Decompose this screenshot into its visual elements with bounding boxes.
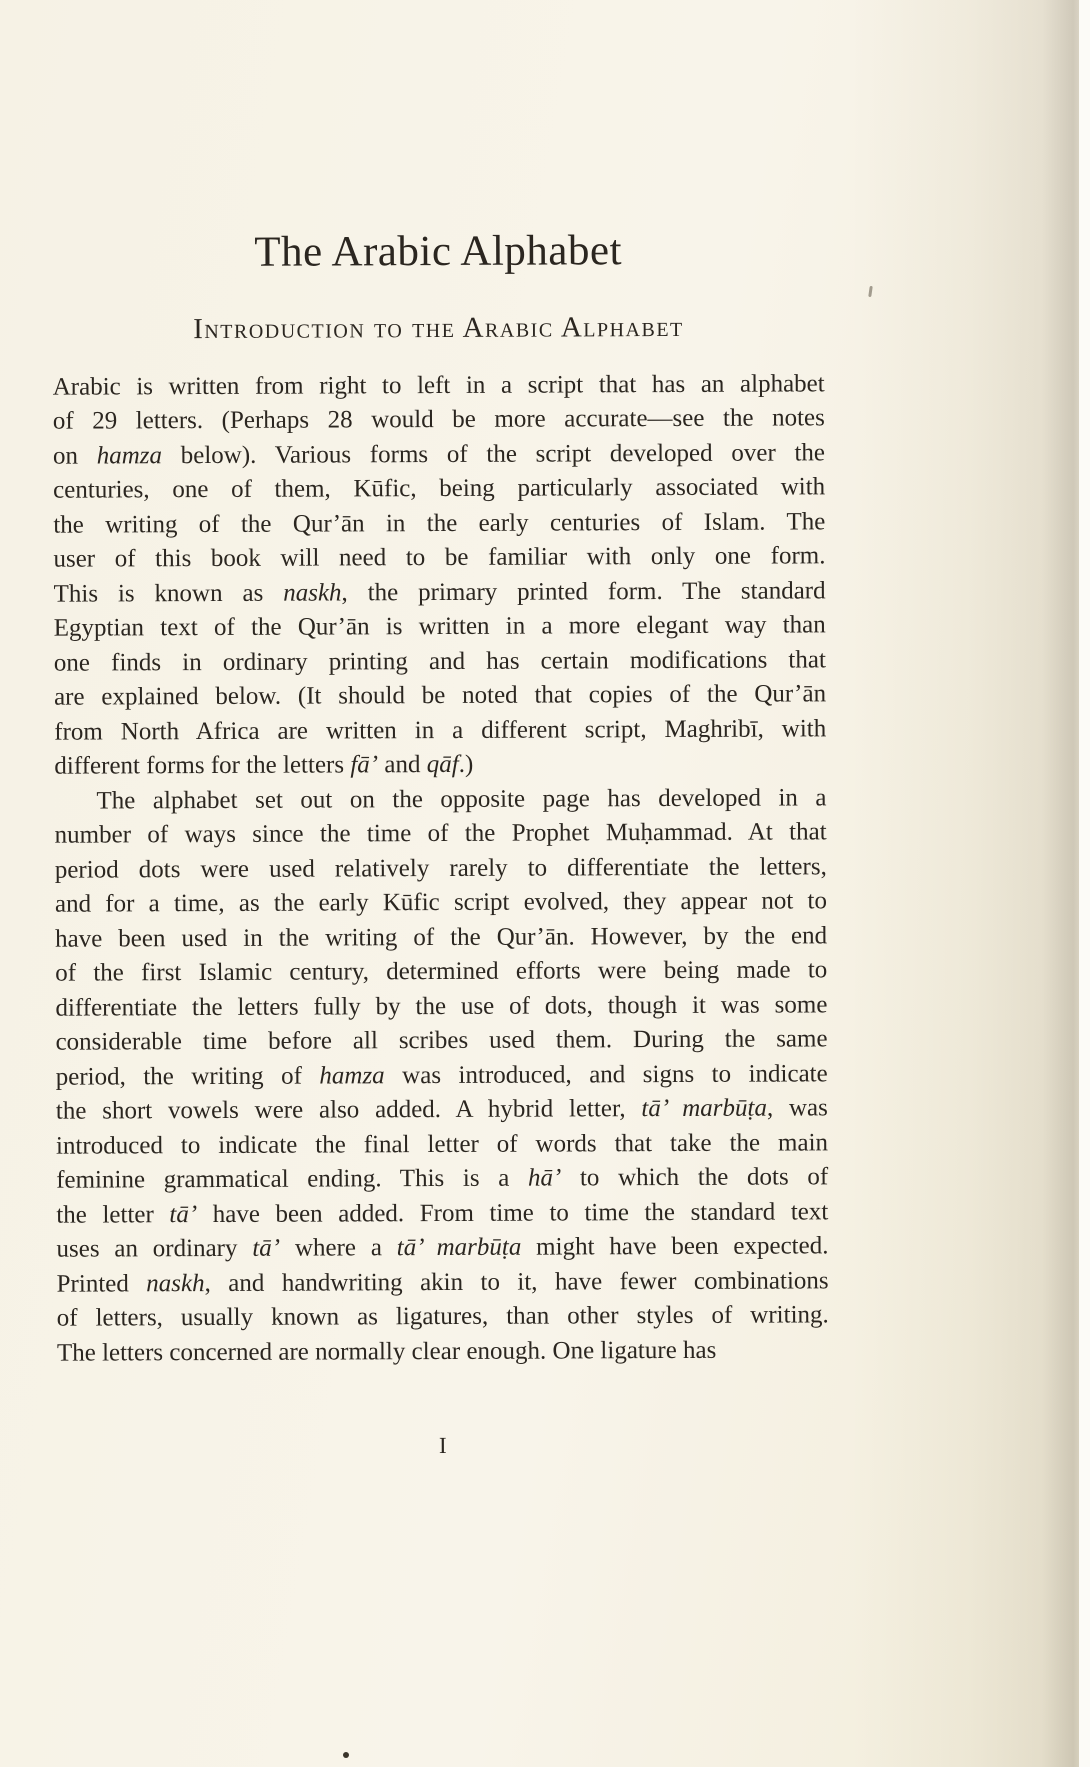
section-heading: Introduction to the Arabic Alphabet <box>193 310 684 345</box>
text-run: differentiate the letters fully by the use of dots, though it was some <box>55 990 828 1022</box>
text-line <box>57 1333 829 1371</box>
italic-term: hamza <box>96 441 163 470</box>
text-run: introduced to indicate the final letter of words that take the main <box>55 1128 829 1160</box>
text-line <box>56 1160 828 1198</box>
scan-artifact-tick <box>868 286 873 297</box>
text-run: the short vowels were also added. A hybrid letter, <box>55 1095 642 1125</box>
text-line <box>54 781 826 819</box>
italic-term: tā’ marbūṭa <box>396 1233 522 1262</box>
page-number: I <box>438 1433 448 1459</box>
text-line <box>53 539 825 577</box>
text-line <box>53 367 825 405</box>
text-line <box>57 1264 829 1302</box>
italic-term: tā’ marbūṭa <box>641 1094 767 1123</box>
text-run: below). Various forms of the script developed over the <box>161 438 826 469</box>
text-line <box>55 953 827 991</box>
scan-artifact-dot <box>343 1752 349 1758</box>
text-line <box>56 1091 828 1129</box>
text-run: of letters, usually known as ligatures, than other styles of writing. <box>56 1301 829 1332</box>
text-line <box>55 850 827 888</box>
text-line <box>54 608 826 646</box>
italic-term: tā’ <box>252 1234 281 1262</box>
italic-term: fā’ <box>350 751 379 779</box>
text-line <box>55 1022 827 1060</box>
text-line <box>55 988 827 1026</box>
text-line <box>53 505 825 543</box>
text-run: The letters concerned are normally clear enough. One ligature has <box>56 1336 717 1367</box>
text-line <box>55 919 827 957</box>
text-run: the writing of the Qur’ān in the early centuries of Islam. The <box>53 507 826 539</box>
text-run: Printed <box>56 1269 147 1298</box>
text-run: period, the writing of <box>55 1062 320 1091</box>
text-run: have been used in the writing of the Qur’ān. However, by the end <box>55 921 828 953</box>
text-run: , and handwriting akin to it, have fewer combinations <box>204 1266 829 1297</box>
text-line <box>54 712 826 750</box>
text-run: of the first Islamic century, determined efforts were being made to <box>55 956 828 987</box>
text-run: have been added. From time to time the standard text <box>197 1197 829 1228</box>
text-line <box>56 1057 828 1095</box>
text-run: one finds in ordinary printing and has certain modifications that <box>53 645 826 677</box>
text-run: and for a time, as the early Kūfic script evolved, they appear not to <box>54 887 828 918</box>
text-run: , the primary printed form. The standard <box>341 576 826 607</box>
italic-term: qāf <box>426 751 459 779</box>
text-line <box>54 574 826 612</box>
text-run: .) <box>458 751 474 779</box>
italic-term: naskh <box>146 1269 205 1297</box>
text-run: was introduced, and signs to indicate <box>384 1059 828 1089</box>
page-content <box>52 224 829 1461</box>
text-line <box>56 1126 828 1164</box>
text-run: number of ways since the time of the Prophet Muḥammad. At that <box>54 818 827 849</box>
text-run: This is known as <box>53 579 284 608</box>
text-line <box>57 1298 829 1336</box>
text-run: the letter <box>56 1200 170 1229</box>
text-run: where a <box>280 1234 397 1262</box>
text-run: feminine grammatical ending. This is a <box>56 1164 529 1194</box>
page-title: The Arabic Alphabet <box>254 227 623 276</box>
italic-term: hamza <box>319 1061 385 1090</box>
text-run: centuries, one of them, Kūfic, being particularly associated with <box>53 473 826 504</box>
text-line <box>53 436 825 474</box>
text-run: of 29 letters. (Perhaps 28 would be more accurate—see the notes <box>52 404 825 435</box>
text-run: to which the dots of <box>561 1163 829 1192</box>
text-line <box>56 1229 828 1267</box>
text-line <box>54 746 826 784</box>
text-run: and <box>378 751 427 779</box>
text-run: user of this book will need to be familiar with only one form. <box>53 542 826 573</box>
text-line <box>55 884 827 922</box>
text-line <box>54 677 826 715</box>
text-run: considerable time before all scribes used them. During the same <box>55 1025 828 1056</box>
text-run: The alphabet set out on the opposite page has developed in a <box>96 783 827 815</box>
text-run: from North Africa are written in a different script, Maghribī, with <box>54 714 827 746</box>
page-edge-highlight <box>1079 0 1090 1767</box>
text-run: might have been expected. <box>521 1232 829 1261</box>
italic-term: hā’ <box>527 1164 562 1192</box>
text-line <box>53 401 825 439</box>
text-line <box>54 643 826 681</box>
text-run: Arabic is written from right to left in a script that has an alphabet <box>52 369 825 401</box>
text-run: , was <box>766 1094 828 1122</box>
text-line <box>56 1195 828 1233</box>
text-run: uses an ordinary <box>56 1234 253 1263</box>
italic-term: naskh <box>283 579 342 607</box>
text-run: Egyptian text of the Qur’ān is written in a more elegant way than <box>53 611 826 642</box>
text-line <box>53 470 825 508</box>
text-run: on <box>52 442 97 470</box>
text-run: period dots were used relatively rarely to differentiate the letters, <box>54 852 827 884</box>
text-run: are explained below. (It should be noted that copies of the Qur’ān <box>53 680 827 711</box>
italic-term: tā’ <box>169 1200 198 1228</box>
text-line <box>55 815 827 853</box>
page-edge-shadow <box>850 0 1090 1767</box>
text-run: different forms for the letters <box>54 751 351 780</box>
body-text <box>53 367 829 1371</box>
